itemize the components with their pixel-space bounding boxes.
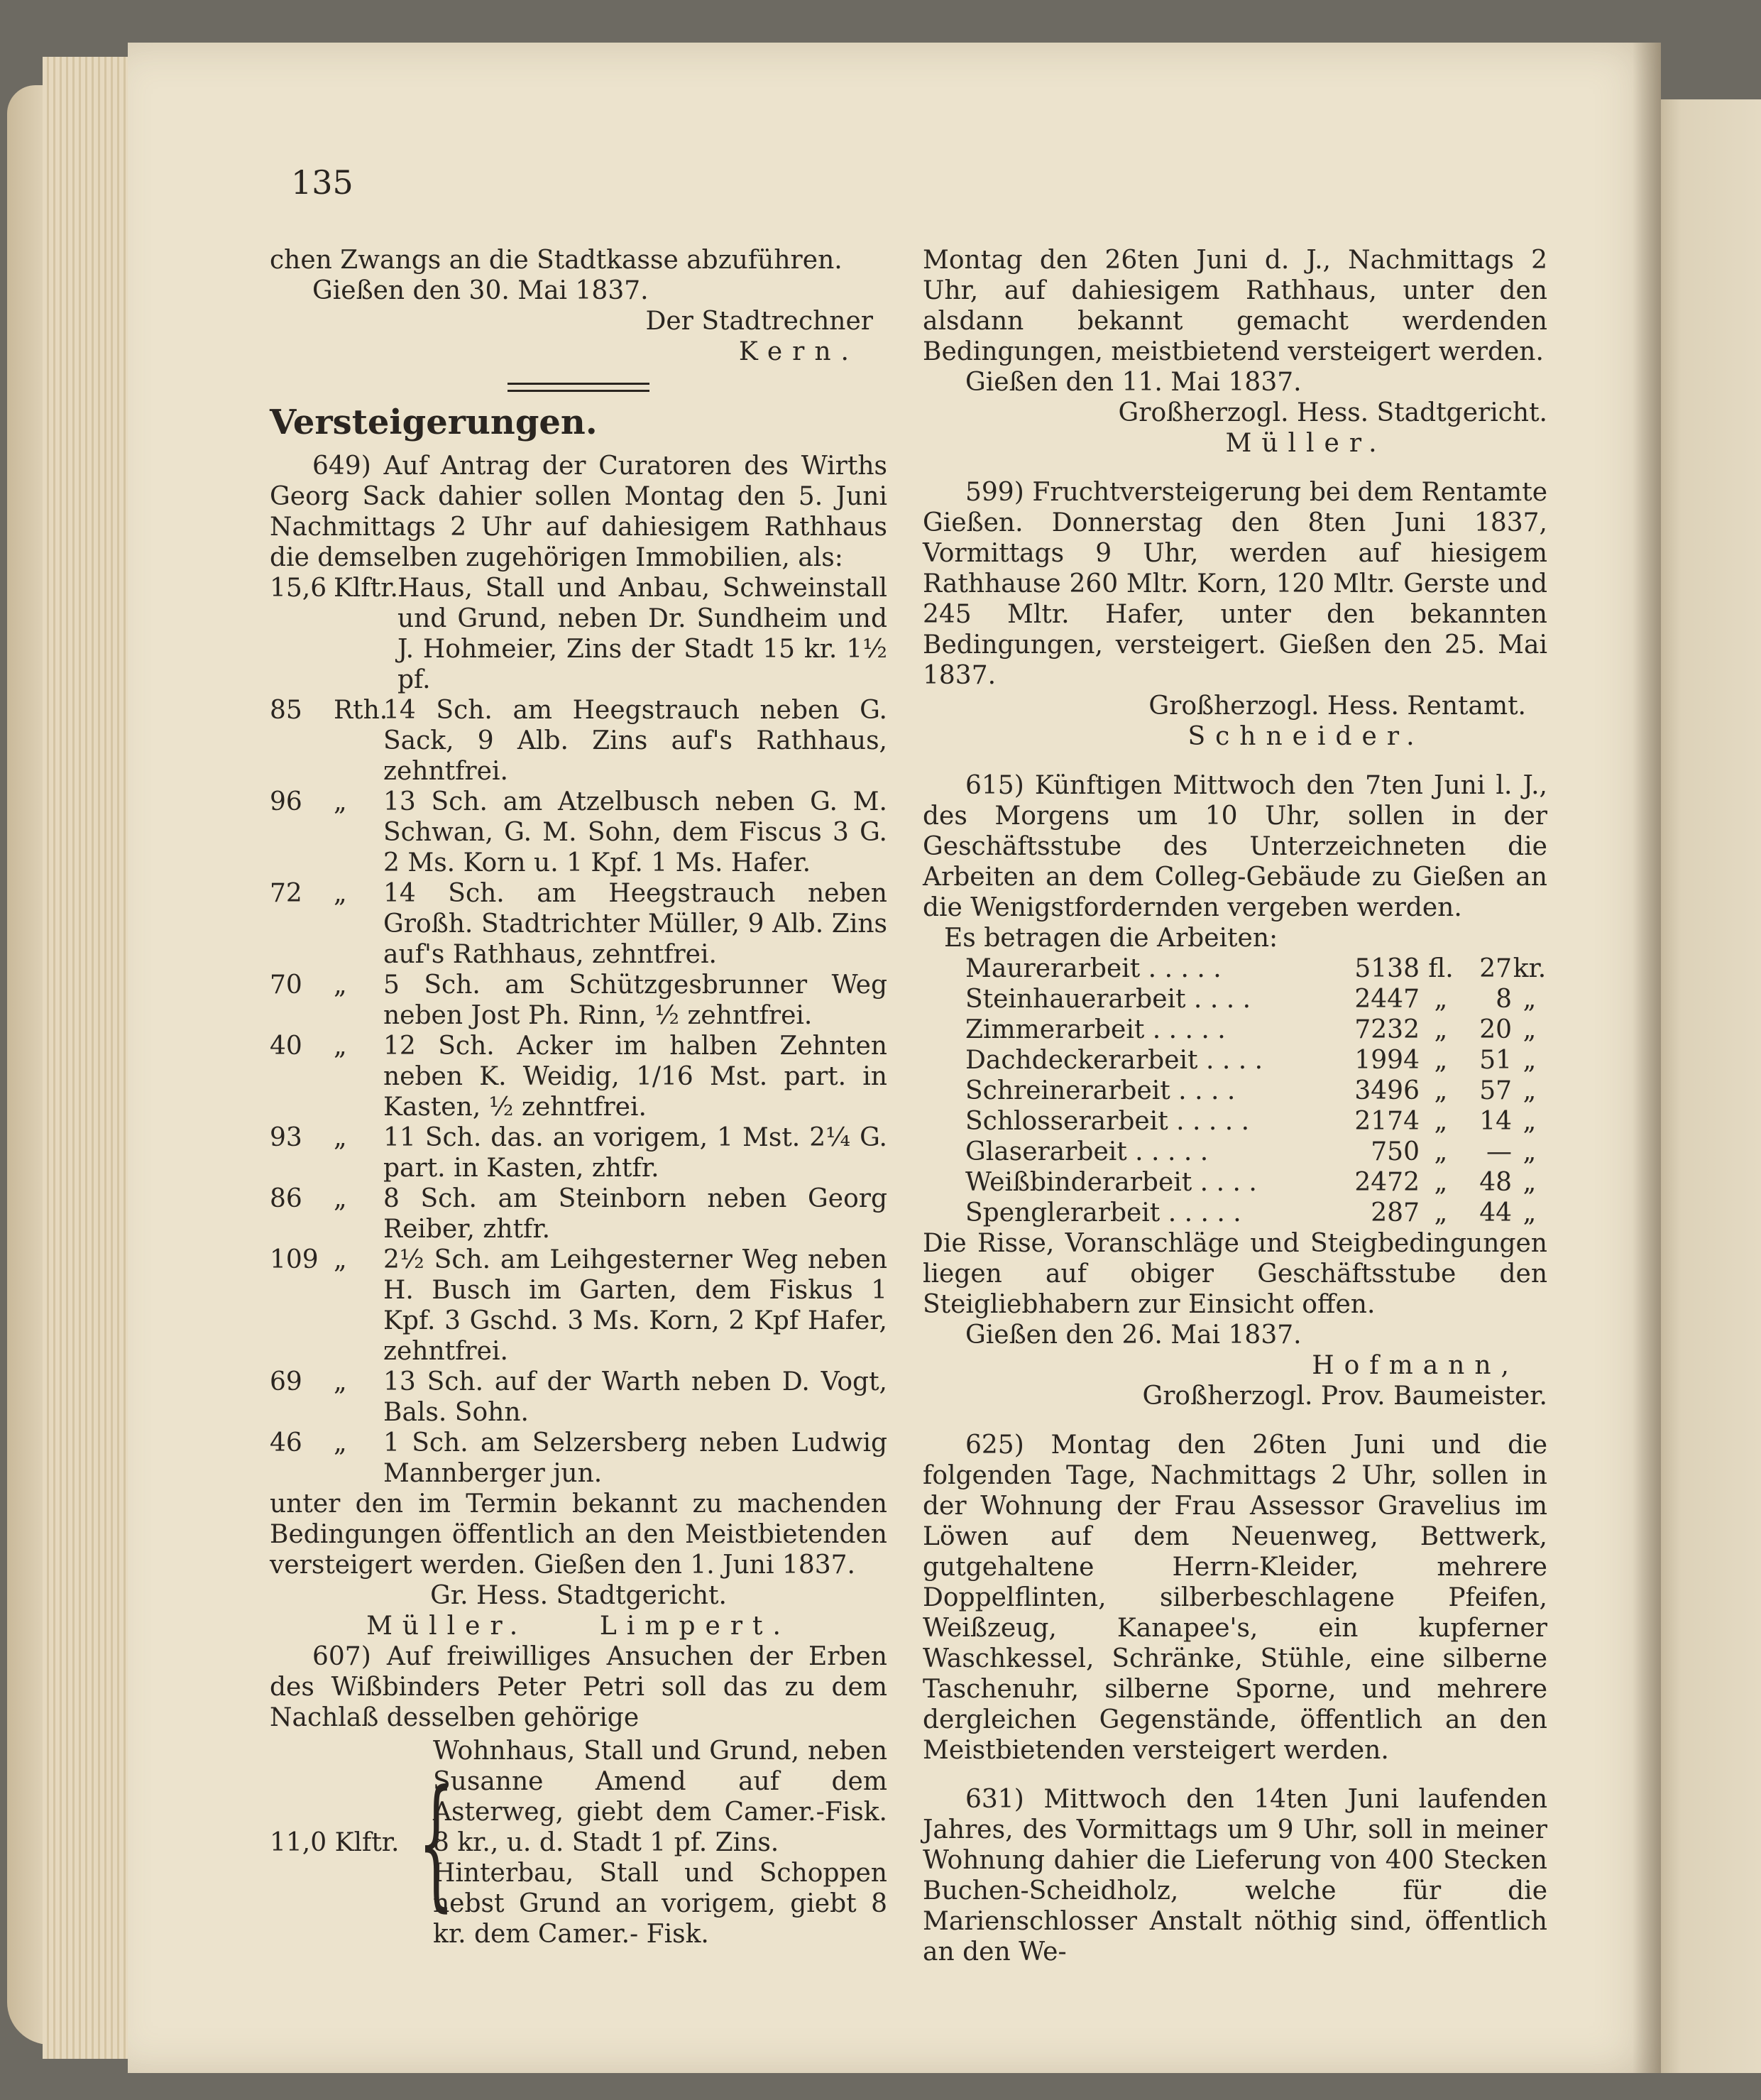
work-kreuzer-unit: „ [1523,1107,1537,1136]
lot-text: 2½ Sch. am Leihgesterner Weg neben H. Busch im Garten, dem Fiskus 1 Kpf. 3 Gschd. 3 Ms. Korn, 2 Kpf Hafer, zehntfrei. [383,1245,887,1366]
lot-unit: „ [334,1184,347,1213]
signature-name: Müller. [1225,429,1387,458]
signature-name: Schneider. [1187,722,1425,751]
work-kreuzer-unit: „ [1523,1015,1537,1044]
work-kreuzer: 57 [1479,1076,1512,1105]
work-kreuzer: — [1486,1137,1512,1166]
notice-649-conditions: unter den im Termin bekannt zu machenden Bedingungen öffentlich an den Meistbietenden versteigert werden. Gießen den 1. Juni 1837. [270,1489,887,1580]
estate-listing [270,1736,887,1949]
lot-unit: Rth. [334,696,388,725]
work-name: Glaserarbeit . . . . . [965,1137,1209,1166]
work-kreuzer-unit: „ [1523,1198,1537,1227]
notice-607: 607) Auf freiwilliges Ansuchen der Erben des Wißbinders Peter Petri soll das zu dem Nachlaß desselben gehörige [270,1642,887,1732]
work-florin: 750 [1371,1137,1420,1166]
lot-text: 14 Sch. am Heegstrauch neben G. Sack, 9 Alb. Zins auf's Rathhaus, zehntfrei. [383,696,887,786]
lot-text: 5 Sch. am Schützgesbrunner Weg neben Jost Ph. Rinn, ½ zehntfrei. [383,970,887,1030]
lot-row [270,1183,887,1245]
work-row [965,1167,1547,1198]
work-florin-unit: „ [1434,1015,1448,1044]
work-name: Schlosserarbeit . . . . . [965,1107,1250,1136]
estate-item: Wohnhaus, Stall und Grund, neben Susanne Amend auf dem Asterweg, giebt dem Camer.-Fisk. 8 kr., u. d. Stadt 1 pf. Zins. [433,1737,887,1857]
notice-continued: Montag den 26ten Juni d. J., Nachmittags 2 Uhr, auf dahiesigem Rathhaus, unter den alsdann bekannt gemacht werdenden Bedingungen, meistbietend versteigert werden. [923,246,1547,366]
work-name: Steinhauerarbeit . . . . [965,985,1251,1014]
work-kreuzer: 14 [1479,1107,1512,1136]
work-florin: 2447 [1354,985,1420,1014]
work-florin: 5138 [1354,954,1420,983]
lot-unit: „ [334,1123,347,1152]
work-kreuzer: 27 [1479,954,1512,983]
section-rule [508,383,649,392]
notice-615: 615) Künftigen Mittwoch den 7ten Juni l. J., des Morgens um 10 Uhr, sollen in der Geschäftsstube des Unterzeichneten die Arbeiten an dem Colleg-Gebäude zu Gießen an die Wenigstfordernden vergeben werden. [923,771,1547,922]
lot-text: 12 Sch. Acker im halben Zehnten neben K. Weidig, 1/16 Mst. part. in Kasten, ½ zehntfrei. [383,1032,887,1122]
lot-qty: 72 [270,879,302,908]
works-conditions: Die Risse, Voranschläge und Steigbedingungen liegen auf obiger Geschäftsstube den Steigliebhabern zur Einsicht offen. [923,1229,1547,1319]
lot-qty: 40 [270,1032,302,1061]
text-line: chen Zwangs an die Stadtkasse abzuführen. [270,246,843,275]
work-florin: 3496 [1354,1076,1420,1105]
work-kreuzer: 8 [1496,985,1512,1014]
signature-name: Hofmann, [1312,1351,1519,1380]
work-row [965,1076,1547,1106]
lot-qty: 93 [270,1123,302,1152]
page-number: 135 [291,163,353,202]
lot-qty: 69 [270,1367,302,1396]
lot-text: 13 Sch. am Atzelbusch neben G. M. Schwan, G. M. Sohn, dem Fiscus 3 G. 2 Ms. Korn u. 1 Kpf. 1 Ms. Hafer. [383,787,887,877]
signature-title: Der Stadtrechner [645,307,873,336]
court-name: Gr. Hess. Stadtgericht. [430,1581,727,1610]
work-florin-unit: „ [1434,1076,1448,1105]
lot-row [270,1428,887,1489]
lot-unit: Klftr. [334,574,398,603]
work-kreuzer-unit: „ [1523,1046,1537,1075]
lot-unit: „ [334,1245,347,1274]
work-row [965,1045,1547,1076]
notice-599: 599) Fruchtversteigerung bei dem Rentamte Gießen. Donnerstag den 8ten Juni 1837, Vormittags 9 Uhr, werden auf hiesigem Rathhause 260 Mltr. Korn, 120 Mltr. Gerste und 245 Mltr. Hafer, unter den bekannten Bedingungen, versteigert. Gießen den 25. Mai 1837. [923,478,1547,690]
work-kreuzer-unit: kr. [1513,954,1547,983]
lot-qty: 96 [270,787,302,816]
lot-text: 8 Sch. am Steinborn neben Georg Reiber, zhtfr. [383,1184,887,1244]
work-florin: 7232 [1354,1015,1420,1044]
date-line: Gießen den 11. Mai 1837. [965,368,1302,397]
work-kreuzer: 48 [1479,1168,1512,1197]
lot-row [270,787,887,878]
work-name: Dachdeckerarbeit . . . . [965,1046,1263,1075]
work-name: Spenglerarbeit . . . . . [965,1198,1241,1227]
lot-text: 13 Sch. auf der Warth neben D. Vogt, Bals. Sohn. [383,1367,887,1427]
work-row [965,984,1547,1015]
lot-unit: „ [334,970,347,1000]
notice-631: 631) Mittwoch den 14ten Juni laufenden Jahres, des Vormittags um 9 Uhr, soll in meiner Wohnung dahier die Lieferung von 400 Stecken Buchen-Scheidholz, welche für die Marienschlosser Anstalt nöthig sind, öffentlich an den We- [923,1785,1547,1967]
lot-text: 1 Sch. am Selzersberg neben Ludwig Mannberger jun. [383,1428,887,1488]
signature-title: Großherzogl. Hess. Stadtgericht. [1118,398,1547,427]
work-row [965,1137,1547,1167]
signature-title: Großherzogl. Prov. Baumeister. [1142,1382,1547,1411]
work-florin-unit: „ [1434,985,1448,1014]
work-kreuzer-unit: „ [1523,985,1537,1014]
lot-text: 14 Sch. am Heegstrauch neben Großh. Stadtrichter Müller, 9 Alb. Zins auf's Rathhaus, zehntfrei. [383,879,887,969]
work-florin: 1994 [1354,1046,1420,1075]
lot-unit: „ [334,1367,347,1396]
date-line: Gießen den 30. Mai 1837. [312,276,649,305]
work-kreuzer: 51 [1479,1046,1512,1075]
notice-625: 625) Montag den 26ten Juni und die folgenden Tage, Nachmittags 2 Uhr, sollen in der Wohnung der Frau Assessor Gravelius im Löwen auf dem Neuenweg, Bettwerk, gutgehaltene Herrn-Kleider, mehrere Doppelflinten, silberbeschlagene Pfeifen, Weißzeug, Kanapee's, ein kupferner Waschkessel, Schränke, Stühle, eine silberne Taschenuhr, silberne Sporne, und mehrere dergleichen Gegenstände, öffentlich an den Meistbietenden versteigert werden. [923,1431,1547,1765]
notice-649: 649) Auf Antrag der Curatoren des Wirths Georg Sack dahier sollen Montag den 5. Juni Nachmittags 2 Uhr auf dahiesigem Rathhaus die demselben zugehörigen Immobilien, als: [270,452,887,572]
work-florin-unit: „ [1434,1198,1448,1227]
work-florin-unit: „ [1434,1137,1448,1166]
left-column [270,245,887,1949]
section-heading: Versteigerungen. [270,403,598,442]
work-kreuzer: 20 [1479,1015,1512,1044]
work-kreuzer-unit: „ [1523,1168,1537,1197]
estate-item: Hinterbau, Stall und Schoppen nebst Grund an vorigem, giebt 8 kr. dem Camer.- Fisk. [433,1859,887,1949]
work-kreuzer-unit: „ [1523,1137,1537,1166]
work-row [965,1015,1547,1045]
lot-unit: „ [334,787,347,816]
date-line: Gießen den 26. Mai 1837. [965,1320,1302,1350]
work-row [965,1198,1547,1228]
lot-row [270,573,887,695]
lot-row [270,1367,887,1428]
lot-qty: 70 [270,970,302,1000]
lot-qty: 46 [270,1428,302,1458]
lot-unit: „ [334,1032,347,1061]
signature-title: Großherzogl. Hess. Rentamt. [1148,691,1526,721]
lot-qty: 86 [270,1184,302,1213]
work-row [965,1106,1547,1137]
work-florin-unit: fl. [1428,954,1454,983]
work-name: Schreinerarbeit . . . . [965,1076,1236,1105]
lot-text: Haus, Stall und Anbau, Schweinstall und Grund, neben Dr. Sundheim und J. Hohmeier, Zins der Stadt 15 kr. 1½ pf. [397,574,887,694]
lot-text: 11 Sch. das. an vorigem, 1 Mst. 2¼ G. part. in Kasten, zhtfr. [383,1123,887,1183]
lot-row [270,970,887,1031]
facing-page [1647,99,1761,2073]
work-name: Zimmerarbeit . . . . . [965,1015,1226,1044]
lot-qty: 109 [270,1245,319,1274]
gutter-shadow [1633,43,1661,2073]
work-name: Maurerarbeit . . . . . [965,954,1222,983]
work-florin-unit: „ [1434,1107,1448,1136]
work-kreuzer: 44 [1479,1198,1512,1227]
brace-mark: { [418,1759,454,1925]
work-florin: 2174 [1354,1107,1420,1136]
signature-name: Kern. [738,337,859,366]
lot-row [270,878,887,970]
work-florin-unit: „ [1434,1168,1448,1197]
work-florin: 287 [1371,1198,1420,1227]
estate-items [433,1736,887,1949]
lot-qty: 15,6 [270,574,327,603]
court-signatures: Müller. Limpert. [366,1612,791,1641]
estate-area: 11,0 Klftr. [270,1828,400,1857]
work-row [965,953,1547,984]
lot-qty: 85 [270,696,302,725]
lot-unit: „ [334,1428,347,1458]
lot-row [270,695,887,787]
lot-unit: „ [334,879,347,908]
works-intro: Es betragen die Arbeiten: [944,924,1278,953]
work-name: Weißbinderarbeit . . . . [965,1168,1257,1197]
work-kreuzer-unit: „ [1523,1076,1537,1105]
lot-row [270,1122,887,1183]
work-florin-unit: „ [1434,1046,1448,1075]
lot-row [270,1031,887,1122]
lot-row [270,1245,887,1367]
work-florin: 2472 [1354,1168,1420,1197]
right-column [923,245,1547,1967]
